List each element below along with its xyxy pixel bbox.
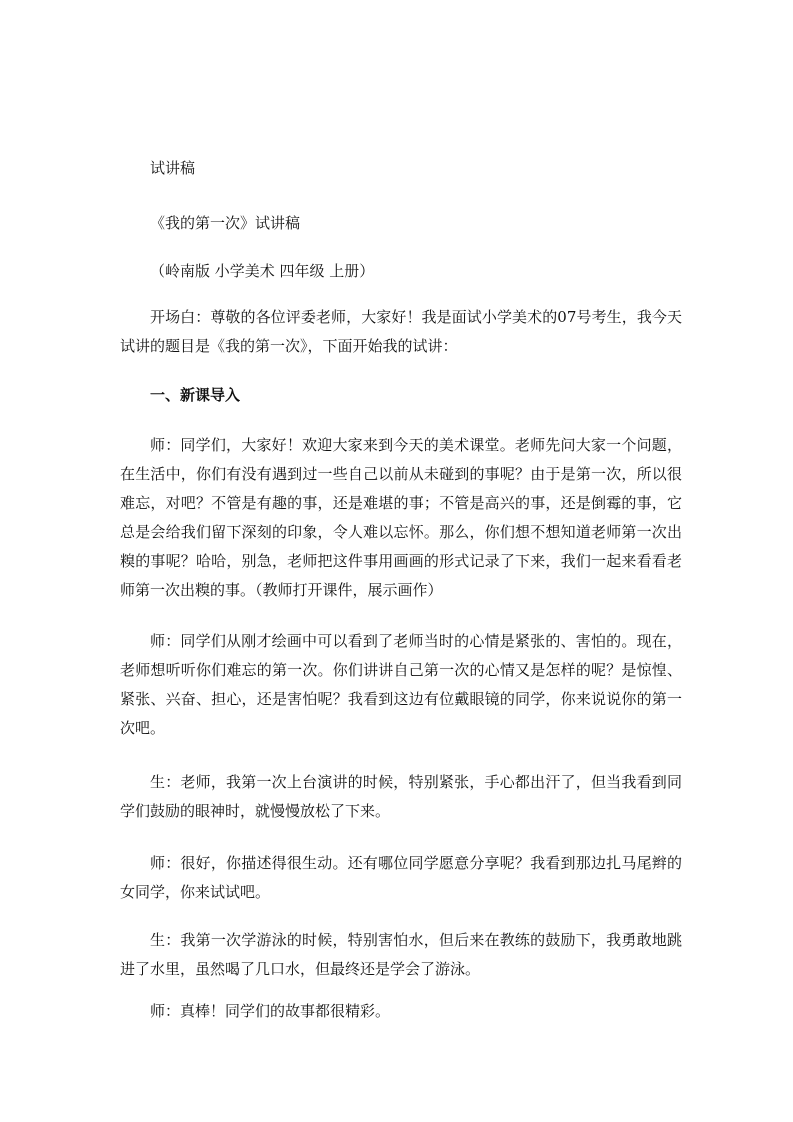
body-paragraph: 生：我第一次学游泳的时候，特别害怕水，但后来在教练的鼓励下，我勇敢地跳进了水里，虽然喝了几口水，但最终还是学会了游泳。 bbox=[120, 931, 682, 978]
body-paragraph: 生：老师，我第一次上台演讲的时候，特别紧张，手心都出汗了，但当我看到同学们鼓励的眼神时，就慢慢放松了下来。 bbox=[120, 773, 682, 820]
body-paragraph: 师：很好，你描述得很生动。还有哪位同学愿意分享呢？我看到那边扎马尾辫的女同学，你来试试吧。 bbox=[120, 854, 682, 901]
document-title: 《我的第一次》试讲稿 bbox=[150, 214, 301, 232]
document-label: 试讲稿 bbox=[150, 159, 196, 177]
body-paragraph: 师：同学们，大家好！欢迎大家来到今天的美术课堂。老师先问大家一个问题，在生活中，你们有没有遇到过一些自己以前从未碰到的事呢？由于是第一次，所以很难忘，对吧？不管是有趣的事，还是难堪的事；不管是高兴的事，还是倒霉的事，它总是会给我们留下深刻的印象，令人难以忘怀。那么，你们想不想知道老师第一次出糗的事呢？哈哈，别急，老师把这件事用画画的形式记录了下来，我们一起来看看老师第一次出糗的事。（教师打开课件，展示画作） bbox=[120, 436, 682, 599]
body-paragraph: 师：真棒！同学们的故事都很精彩。 bbox=[150, 1002, 391, 1020]
opening-paragraph: 开场白：尊敬的各位评委老师，大家好！我是面试小学美术的07号考生，我今天试讲的题目是《我的第一次》，下面开始我的试讲： bbox=[120, 308, 682, 355]
body-paragraph: 师：同学们从刚才绘画中可以看到了老师当时的心情是紧张的、害怕的。现在，老师想听听你们难忘的第一次。你们讲讲自己第一次的心情又是怎样的呢？是惊惶、紧张、兴奋、担心，还是害怕呢？我看到这边有位戴眼镜的同学，你来说说你的第一次吧。 bbox=[120, 632, 682, 737]
section-heading: 一、新课导入 bbox=[150, 386, 241, 404]
document-subtitle: （岭南版 小学美术 四年级 上册） bbox=[150, 262, 375, 280]
